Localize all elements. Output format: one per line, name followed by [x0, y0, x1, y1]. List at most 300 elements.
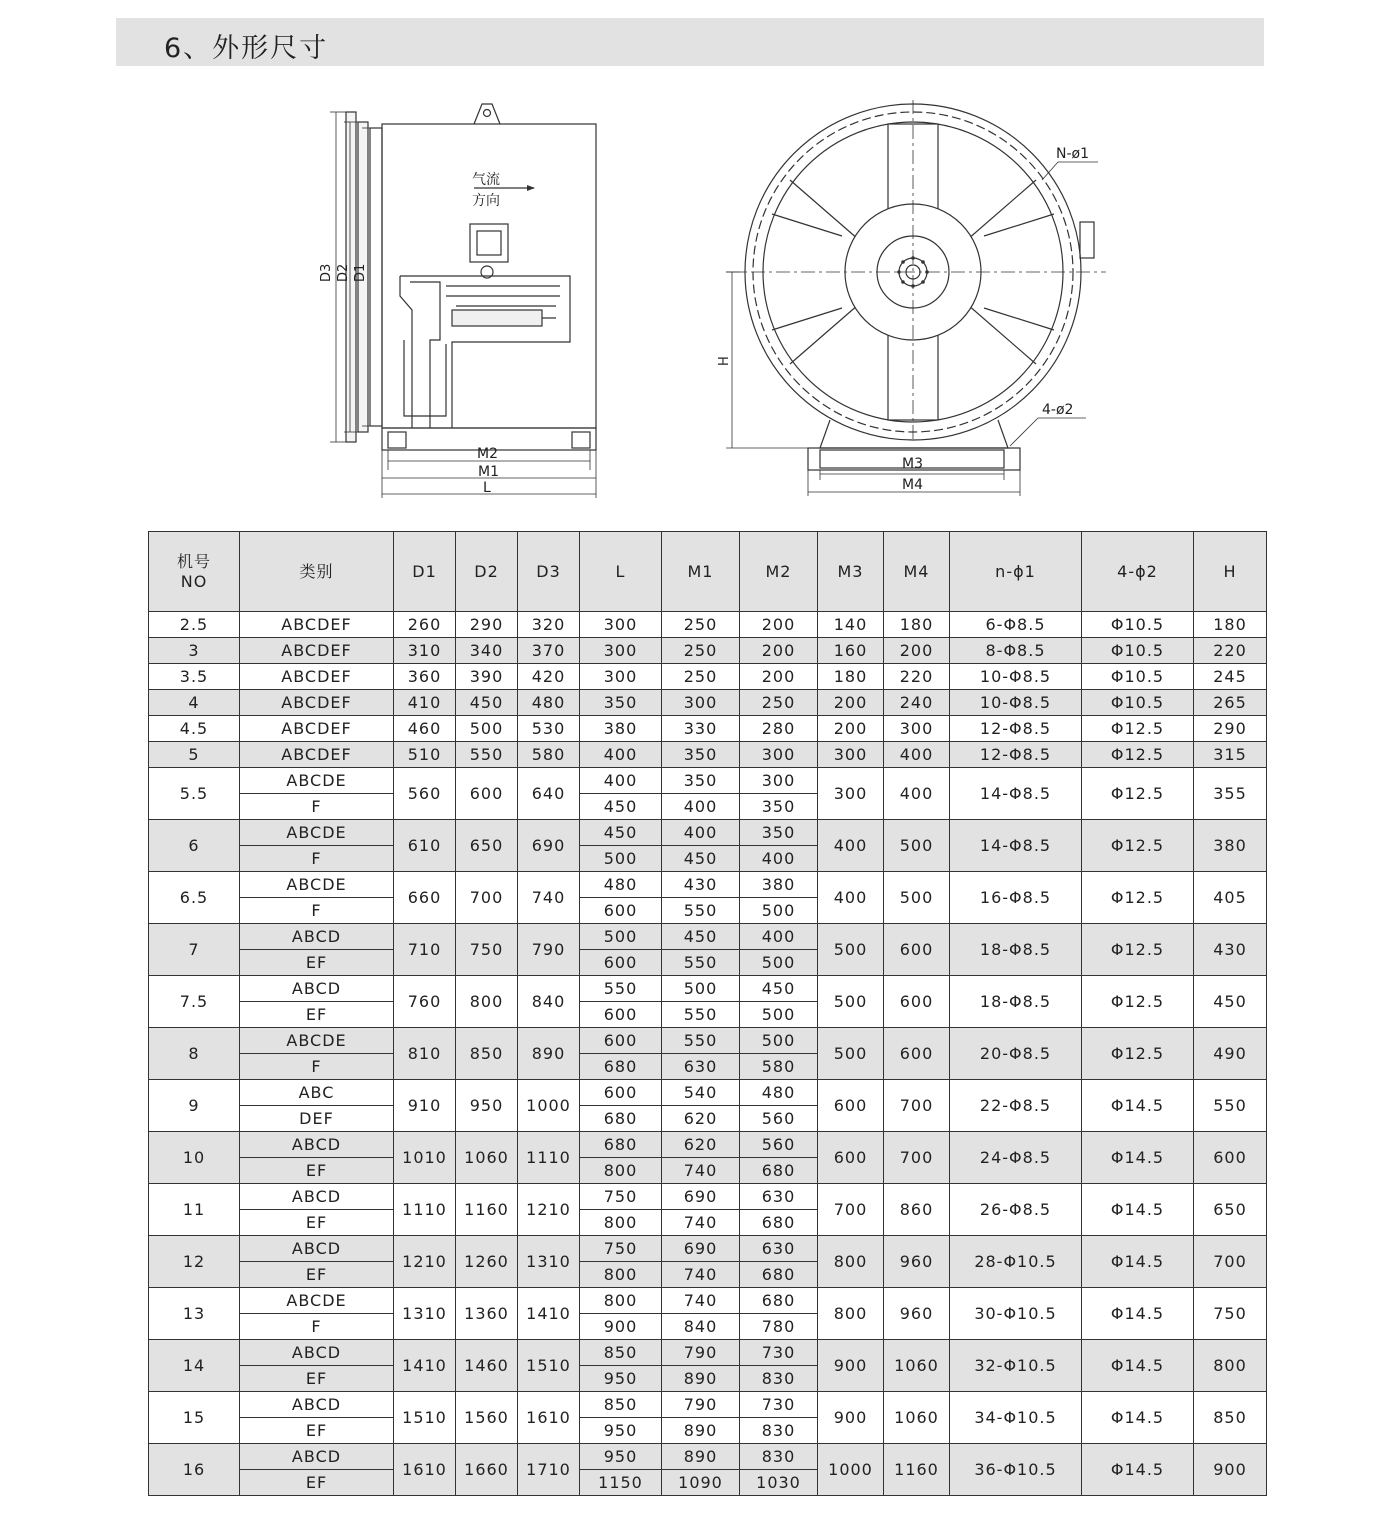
- table-cell: 790: [518, 924, 580, 976]
- table-cell: 830: [740, 1366, 818, 1392]
- airflow-label-1: 气流: [472, 172, 500, 188]
- table-cell: ABCD: [240, 1132, 394, 1158]
- header-m4: M4: [884, 532, 950, 612]
- table-cell: EF: [240, 1262, 394, 1288]
- table-cell: 12: [149, 1236, 240, 1288]
- table-cell: 1410: [518, 1288, 580, 1340]
- table-cell: Φ12.5: [1082, 820, 1194, 872]
- table-cell: 600: [818, 1132, 884, 1184]
- table-cell: 8: [149, 1028, 240, 1080]
- table-cell: 400: [884, 768, 950, 820]
- table-row: [149, 716, 1267, 742]
- table-cell: ABCDEF: [240, 612, 394, 638]
- table-cell: 280: [740, 716, 818, 742]
- table-cell: 600: [580, 950, 662, 976]
- header-no: 机号 NO: [149, 532, 240, 612]
- header-m2: M2: [740, 532, 818, 612]
- table-cell: 450: [1194, 976, 1267, 1028]
- table-cell: 180: [818, 664, 884, 690]
- table-cell: F: [240, 794, 394, 820]
- table-cell: 550: [662, 898, 740, 924]
- table-row: [149, 976, 1267, 1002]
- table-row: [149, 612, 1267, 638]
- table-cell: 500: [662, 976, 740, 1002]
- table-cell: 400: [884, 742, 950, 768]
- table-cell: 8-Φ8.5: [950, 638, 1082, 664]
- header-l: L: [580, 532, 662, 612]
- table-cell: 1090: [662, 1470, 740, 1496]
- table-cell: 530: [518, 716, 580, 742]
- table-cell: 740: [662, 1158, 740, 1184]
- table-cell: 16: [149, 1444, 240, 1496]
- table-cell: 290: [456, 612, 518, 638]
- table-cell: 10-Φ8.5: [950, 664, 1082, 690]
- table-cell: ABC: [240, 1080, 394, 1106]
- table-cell: 400: [818, 820, 884, 872]
- table-cell: 250: [662, 664, 740, 690]
- table-cell: 200: [740, 638, 818, 664]
- table-cell: 610: [394, 820, 456, 872]
- table-cell: Φ12.5: [1082, 976, 1194, 1028]
- table-cell: 680: [580, 1132, 662, 1158]
- table-cell: 700: [456, 872, 518, 924]
- table-cell: 850: [456, 1028, 518, 1080]
- table-cell: 500: [818, 924, 884, 976]
- table-cell: 600: [580, 1028, 662, 1054]
- table-cell: 800: [1194, 1340, 1267, 1392]
- table-cell: 140: [818, 612, 884, 638]
- table-cell: 300: [740, 768, 818, 794]
- table-cell: Φ12.5: [1082, 1028, 1194, 1080]
- table-cell: 300: [740, 742, 818, 768]
- table-cell: 355: [1194, 768, 1267, 820]
- table-cell: 250: [662, 638, 740, 664]
- table-cell: ABCD: [240, 1444, 394, 1470]
- table-cell: ABCDE: [240, 820, 394, 846]
- table-cell: 1510: [518, 1340, 580, 1392]
- table-cell: 800: [580, 1262, 662, 1288]
- table-cell: 650: [456, 820, 518, 872]
- table-cell: 180: [1194, 612, 1267, 638]
- table-cell: 840: [518, 976, 580, 1028]
- table-cell: 12-Φ8.5: [950, 716, 1082, 742]
- table-cell: 390: [456, 664, 518, 690]
- table-cell: 450: [740, 976, 818, 1002]
- table-cell: Φ10.5: [1082, 612, 1194, 638]
- table-cell: 1510: [394, 1392, 456, 1444]
- table-cell: 2.5: [149, 612, 240, 638]
- table-cell: 960: [884, 1288, 950, 1340]
- table-cell: EF: [240, 1002, 394, 1028]
- dim-label-m4: M4: [902, 477, 923, 493]
- table-cell: Φ12.5: [1082, 872, 1194, 924]
- table-cell: 1710: [518, 1444, 580, 1496]
- table-row: [149, 768, 1267, 794]
- dim-label-d2: D2: [336, 263, 351, 282]
- table-cell: Φ12.5: [1082, 716, 1194, 742]
- table-cell: 240: [884, 690, 950, 716]
- table-cell: F: [240, 846, 394, 872]
- table-cell: 4: [149, 690, 240, 716]
- table-cell: 580: [740, 1054, 818, 1080]
- table-cell: 840: [662, 1314, 740, 1340]
- table-cell: 400: [580, 768, 662, 794]
- table-cell: 380: [580, 716, 662, 742]
- table-cell: 890: [662, 1418, 740, 1444]
- table-cell: 900: [1194, 1444, 1267, 1496]
- table-cell: 380: [1194, 820, 1267, 872]
- table-cell: 400: [740, 924, 818, 950]
- table-cell: 13: [149, 1288, 240, 1340]
- table-row: [149, 1236, 1267, 1262]
- table-cell: 730: [740, 1340, 818, 1366]
- table-cell: 15: [149, 1392, 240, 1444]
- table-cell: 360: [394, 664, 456, 690]
- table-cell: 200: [740, 664, 818, 690]
- table-cell: 580: [518, 742, 580, 768]
- table-cell: ABCDE: [240, 872, 394, 898]
- table-cell: 800: [818, 1288, 884, 1340]
- table-cell: 36-Φ10.5: [950, 1444, 1082, 1496]
- table-cell: 480: [740, 1080, 818, 1106]
- table-cell: 7.5: [149, 976, 240, 1028]
- table-cell: Φ12.5: [1082, 924, 1194, 976]
- table-cell: 12-Φ8.5: [950, 742, 1082, 768]
- table-cell: 800: [580, 1288, 662, 1314]
- table-cell: 6-Φ8.5: [950, 612, 1082, 638]
- table-row: [149, 1028, 1267, 1054]
- table-cell: 700: [884, 1132, 950, 1184]
- table-cell: 630: [662, 1054, 740, 1080]
- side-view: [330, 104, 596, 498]
- table-cell: 1460: [456, 1340, 518, 1392]
- table-cell: 890: [662, 1366, 740, 1392]
- table-cell: 1060: [456, 1132, 518, 1184]
- table-cell: 480: [518, 690, 580, 716]
- table-cell: 850: [580, 1392, 662, 1418]
- table-cell: 1160: [456, 1184, 518, 1236]
- table-cell: 1030: [740, 1470, 818, 1496]
- table-cell: 1360: [456, 1288, 518, 1340]
- table-row: [149, 1132, 1267, 1158]
- table-cell: 200: [740, 612, 818, 638]
- table-cell: 690: [518, 820, 580, 872]
- dim-label-m2: M2: [477, 446, 498, 462]
- table-cell: 490: [1194, 1028, 1267, 1080]
- table-cell: 630: [740, 1236, 818, 1262]
- table-cell: 1260: [456, 1236, 518, 1288]
- table-cell: 400: [580, 742, 662, 768]
- table-cell: 180: [884, 612, 950, 638]
- table-cell: 950: [456, 1080, 518, 1132]
- table-cell: ABCDE: [240, 1028, 394, 1054]
- table-cell: 690: [662, 1184, 740, 1210]
- table-cell: 600: [1194, 1132, 1267, 1184]
- table-cell: 200: [884, 638, 950, 664]
- table-cell: 10: [149, 1132, 240, 1184]
- table-cell: 1000: [818, 1444, 884, 1496]
- table-cell: 900: [818, 1340, 884, 1392]
- table-cell: 540: [662, 1080, 740, 1106]
- table-cell: 6.5: [149, 872, 240, 924]
- table-cell: 550: [662, 950, 740, 976]
- table-cell: EF: [240, 1210, 394, 1236]
- table-cell: 18-Φ8.5: [950, 924, 1082, 976]
- table-cell: EF: [240, 1418, 394, 1444]
- table-row: [149, 690, 1267, 716]
- table-cell: 350: [662, 742, 740, 768]
- table-cell: 620: [662, 1132, 740, 1158]
- header-4-phi2: 4-ϕ2: [1082, 532, 1194, 612]
- table-cell: 1660: [456, 1444, 518, 1496]
- table-cell: 330: [662, 716, 740, 742]
- table-cell: 200: [818, 716, 884, 742]
- table-cell: 220: [884, 664, 950, 690]
- table-cell: 660: [394, 872, 456, 924]
- table-cell: 500: [740, 950, 818, 976]
- table-cell: 5: [149, 742, 240, 768]
- header-m1: M1: [662, 532, 740, 612]
- table-cell: 260: [394, 612, 456, 638]
- table-cell: 380: [740, 872, 818, 898]
- table-cell: ABCDE: [240, 1288, 394, 1314]
- table-cell: 600: [456, 768, 518, 820]
- table-cell: 560: [740, 1106, 818, 1132]
- airflow-label-2: 方向: [472, 193, 500, 209]
- table-cell: 1110: [394, 1184, 456, 1236]
- table-cell: 560: [394, 768, 456, 820]
- table-cell: 500: [580, 846, 662, 872]
- table-cell: 300: [580, 638, 662, 664]
- dim-label-n-phi1: N-ø1: [1056, 146, 1089, 162]
- table-cell: EF: [240, 1366, 394, 1392]
- dim-label-l: L: [483, 480, 491, 496]
- table-cell: 900: [580, 1314, 662, 1340]
- table-cell: 18-Φ8.5: [950, 976, 1082, 1028]
- table-cell: 350: [740, 794, 818, 820]
- table-cell: 400: [662, 794, 740, 820]
- table-cell: 1310: [394, 1288, 456, 1340]
- table-cell: 220: [1194, 638, 1267, 664]
- table-cell: 680: [580, 1106, 662, 1132]
- table-cell: 3.5: [149, 664, 240, 690]
- table-cell: 300: [662, 690, 740, 716]
- table-cell: 910: [394, 1080, 456, 1132]
- table-cell: 3: [149, 638, 240, 664]
- table-cell: 450: [580, 794, 662, 820]
- table-cell: 350: [662, 768, 740, 794]
- table-cell: Φ14.5: [1082, 1132, 1194, 1184]
- table-cell: ABCD: [240, 1392, 394, 1418]
- table-row: [149, 820, 1267, 846]
- table-cell: Φ10.5: [1082, 690, 1194, 716]
- table-cell: 370: [518, 638, 580, 664]
- table-cell: 830: [740, 1418, 818, 1444]
- table-cell: Φ14.5: [1082, 1236, 1194, 1288]
- table-row: [149, 1392, 1267, 1418]
- table-cell: 1560: [456, 1392, 518, 1444]
- table-cell: 1310: [518, 1236, 580, 1288]
- table-cell: 500: [740, 1028, 818, 1054]
- table-body: [149, 612, 1267, 1496]
- table-cell: 400: [818, 872, 884, 924]
- table-cell: 500: [884, 872, 950, 924]
- table-cell: 630: [740, 1184, 818, 1210]
- table-cell: Φ14.5: [1082, 1392, 1194, 1444]
- table-cell: 350: [740, 820, 818, 846]
- table-cell: Φ14.5: [1082, 1444, 1194, 1496]
- table-cell: 430: [662, 872, 740, 898]
- table-cell: 600: [884, 1028, 950, 1080]
- table-cell: 850: [580, 1340, 662, 1366]
- table-cell: 250: [740, 690, 818, 716]
- table-cell: 460: [394, 716, 456, 742]
- table-cell: 890: [662, 1444, 740, 1470]
- table-cell: Φ14.5: [1082, 1288, 1194, 1340]
- table-cell: 600: [884, 976, 950, 1028]
- table-cell: 550: [580, 976, 662, 1002]
- table-cell: 830: [740, 1444, 818, 1470]
- table-cell: 900: [818, 1392, 884, 1444]
- table-cell: 700: [884, 1080, 950, 1132]
- table-cell: 400: [740, 846, 818, 872]
- table-cell: ABCD: [240, 1340, 394, 1366]
- table-row: [149, 1444, 1267, 1470]
- table-cell: 6: [149, 820, 240, 872]
- table-cell: 200: [818, 690, 884, 716]
- table-cell: 640: [518, 768, 580, 820]
- table-cell: 680: [740, 1158, 818, 1184]
- table-cell: 750: [580, 1184, 662, 1210]
- table-cell: 740: [662, 1288, 740, 1314]
- dimension-table: [148, 531, 1267, 1496]
- table-cell: 22-Φ8.5: [950, 1080, 1082, 1132]
- table-cell: EF: [240, 1158, 394, 1184]
- table-cell: 500: [740, 898, 818, 924]
- table-cell: 680: [740, 1262, 818, 1288]
- header-type: 类别: [240, 532, 394, 612]
- table-cell: ABCD: [240, 924, 394, 950]
- table-row: [149, 1288, 1267, 1314]
- header-m3: M3: [818, 532, 884, 612]
- table-row: [149, 872, 1267, 898]
- table-cell: Φ12.5: [1082, 742, 1194, 768]
- table-cell: 1060: [884, 1340, 950, 1392]
- table-cell: 350: [580, 690, 662, 716]
- table-cell: EF: [240, 950, 394, 976]
- dim-label-d3: D3: [319, 263, 334, 282]
- table-row: [149, 742, 1267, 768]
- table-cell: Φ10.5: [1082, 664, 1194, 690]
- table-cell: 550: [662, 1002, 740, 1028]
- table-cell: 9: [149, 1080, 240, 1132]
- table-cell: 28-Φ10.5: [950, 1236, 1082, 1288]
- table-cell: 950: [580, 1444, 662, 1470]
- table-cell: 600: [580, 1002, 662, 1028]
- table-cell: 550: [456, 742, 518, 768]
- table-cell: 790: [662, 1392, 740, 1418]
- table-cell: 300: [818, 742, 884, 768]
- table-cell: 680: [580, 1054, 662, 1080]
- table-cell: ABCDE: [240, 768, 394, 794]
- table-cell: 5.5: [149, 768, 240, 820]
- table-cell: 1610: [394, 1444, 456, 1496]
- table-cell: 1000: [518, 1080, 580, 1132]
- table-row: [149, 1184, 1267, 1210]
- table-cell: 780: [740, 1314, 818, 1340]
- header-d2: D2: [456, 532, 518, 612]
- table-cell: 500: [456, 716, 518, 742]
- table-header: [149, 532, 1267, 612]
- table-cell: 300: [580, 612, 662, 638]
- table-cell: 250: [662, 612, 740, 638]
- table-cell: 10-Φ8.5: [950, 690, 1082, 716]
- table-cell: Φ14.5: [1082, 1080, 1194, 1132]
- header-h: H: [1194, 532, 1267, 612]
- table-cell: 500: [580, 924, 662, 950]
- dim-label-d1: D1: [353, 263, 368, 282]
- table-cell: 160: [818, 638, 884, 664]
- table-cell: 550: [1194, 1080, 1267, 1132]
- table-cell: ABCDEF: [240, 742, 394, 768]
- table-cell: 450: [580, 820, 662, 846]
- table-cell: 650: [1194, 1184, 1267, 1236]
- table-cell: 730: [740, 1392, 818, 1418]
- table-cell: 950: [580, 1366, 662, 1392]
- table-cell: 450: [662, 924, 740, 950]
- table-cell: 320: [518, 612, 580, 638]
- table-cell: 500: [740, 1002, 818, 1028]
- table-row: [149, 1340, 1267, 1366]
- table-cell: 500: [818, 976, 884, 1028]
- table-cell: 740: [662, 1262, 740, 1288]
- table-cell: 11: [149, 1184, 240, 1236]
- table-cell: 600: [580, 1080, 662, 1106]
- table-cell: 740: [662, 1210, 740, 1236]
- table-cell: 1610: [518, 1392, 580, 1444]
- table-cell: 500: [884, 820, 950, 872]
- table-cell: 290: [1194, 716, 1267, 742]
- table-cell: 405: [1194, 872, 1267, 924]
- header-d1: D1: [394, 532, 456, 612]
- table-cell: 26-Φ8.5: [950, 1184, 1082, 1236]
- fan-dimension-drawing: [0, 0, 1400, 520]
- table-cell: 400: [662, 820, 740, 846]
- table-cell: F: [240, 1314, 394, 1340]
- table-row: [149, 664, 1267, 690]
- table-cell: ABCD: [240, 976, 394, 1002]
- table-cell: 1210: [518, 1184, 580, 1236]
- table-cell: 14-Φ8.5: [950, 768, 1082, 820]
- table-cell: 600: [818, 1080, 884, 1132]
- table-cell: 4.5: [149, 716, 240, 742]
- table-cell: Φ12.5: [1082, 768, 1194, 820]
- table-cell: 340: [456, 638, 518, 664]
- header-n-phi1: n-ϕ1: [950, 532, 1082, 612]
- table-cell: 800: [580, 1210, 662, 1236]
- table-cell: ABCDEF: [240, 716, 394, 742]
- table-cell: EF: [240, 1470, 394, 1496]
- table-cell: Φ14.5: [1082, 1184, 1194, 1236]
- table-cell: 420: [518, 664, 580, 690]
- table-cell: 1010: [394, 1132, 456, 1184]
- table-cell: 450: [662, 846, 740, 872]
- table-cell: 750: [1194, 1288, 1267, 1340]
- table-cell: 750: [456, 924, 518, 976]
- table-cell: 810: [394, 1028, 456, 1080]
- table-cell: 710: [394, 924, 456, 976]
- table-cell: ABCDEF: [240, 690, 394, 716]
